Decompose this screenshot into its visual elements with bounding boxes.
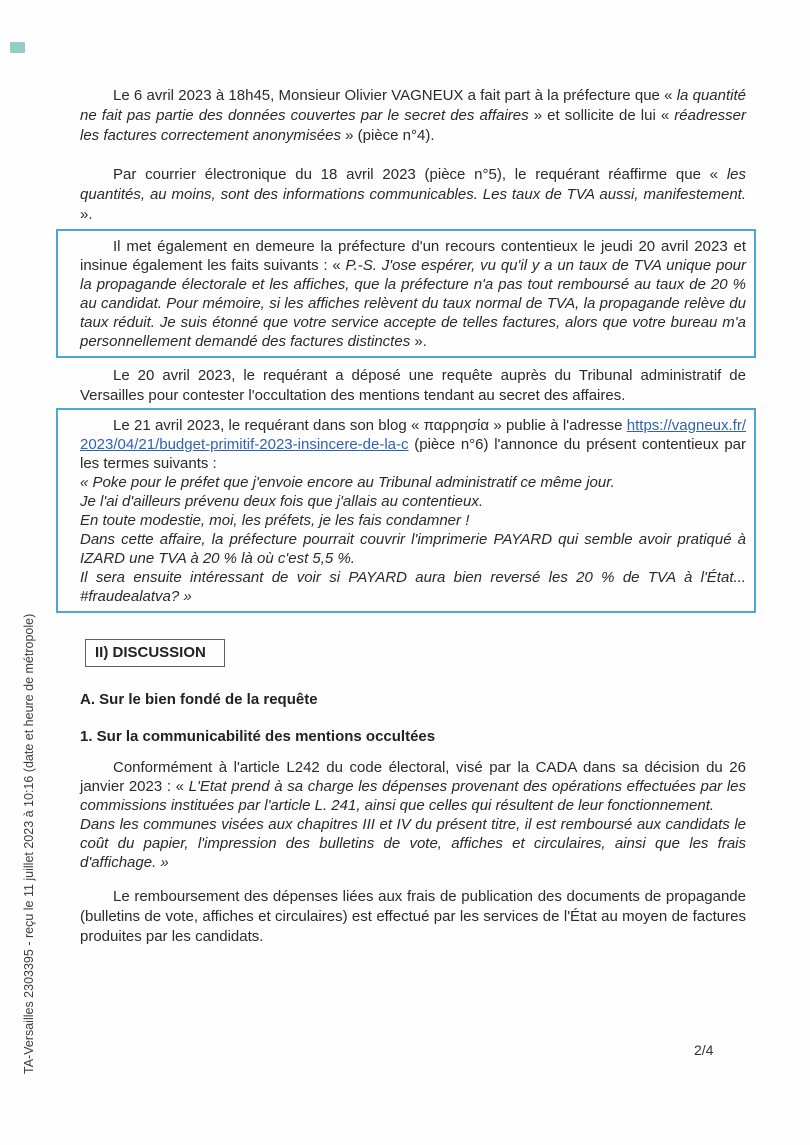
text-segment: la quantité ne fait pas partie des données couvertes par le secret des affaires bbox=[80, 87, 746, 124]
text-segment: les quantités, au moins, sont des informations communicables. Les taux de TVA aussi, manifestement. bbox=[80, 166, 746, 203]
document-body bbox=[80, 86, 746, 947]
text-segment: L'Etat prend à sa charge les dépenses provenant des opérations effectuées par les commissions instituées par l'article L. 241, ainsi que celles qui résultent de leur fonctionnement. bbox=[80, 778, 746, 814]
text-segment: réadresser les factures correctement anonymisées bbox=[80, 107, 746, 144]
quote-line: Dans les communes visées aux chapitres III et IV du présent titre, il est remboursé aux candidats le coût du papier, l'impression des bulletins de vote, affiches et circulaires, ainsi que les frais d'affichage. » bbox=[80, 816, 746, 871]
discussion-heading: II) DISCUSSION bbox=[85, 639, 225, 667]
quote-line: « Poke pour le préfet que j'envoie encore au Tribunal administratif ce même jour. bbox=[80, 474, 615, 491]
heading-communicabilite: 1. Sur la communicabilité des mentions occultées bbox=[80, 728, 436, 745]
quote-line: Dans cette affaire, la préfecture pourrait couvrir l'imprimerie PAYARD qui semble avoir pratiqué à IZARD une TVA à 20 % là où c'est 5,5 %. bbox=[80, 531, 746, 567]
discussion-heading-wrap bbox=[85, 639, 746, 667]
quote-line: Je l'ai d'ailleurs prévenu deux fois que j'allais au contentieux. bbox=[80, 493, 484, 510]
paragraph-mise-en-demeure bbox=[80, 237, 746, 351]
blog-url-link[interactable]: https://vagneux.fr/2023/04/21/budget-primitif-2023-insincere-de-la-c bbox=[80, 417, 746, 453]
paragraph-remboursement bbox=[80, 887, 746, 947]
text-segment: ». bbox=[410, 333, 427, 350]
text-segment: » et sollicite de lui « bbox=[528, 107, 675, 124]
paragraph-courrier-electronique bbox=[80, 165, 746, 225]
paragraph-6-avril bbox=[80, 86, 746, 146]
page-number: 2/4 bbox=[694, 1042, 714, 1058]
text-segment: Conformément à l'article L242 du code électoral, visé par la CADA dans sa décision du 26 janvier 2023 : « bbox=[80, 759, 746, 795]
text-segment: Le 6 avril 2023 à 18h45, Monsieur Olivier VAGNEUX a fait part à la préfecture que « bbox=[113, 87, 677, 104]
paragraph-blog-annonce bbox=[80, 416, 746, 606]
paragraph-requete-tribunal bbox=[80, 366, 746, 406]
quote-line: Il sera ensuite intéressant de voir si PAYARD aura bien reversé les 20 % de TVA à l'État... #fraudealatva? » bbox=[80, 569, 746, 605]
text-segment: Le 20 avril 2023, le requérant a déposé une requête auprès du Tribunal administratif de Versailles pour contester l'occultation des mentions tendant au secret des affaires. bbox=[80, 367, 746, 404]
heading-bien-fonde: A. Sur le bien fondé de la requête bbox=[80, 691, 318, 708]
text-segment: Par courrier électronique du 18 avril 2023 (pièce n°5), le requérant réaffirme que « bbox=[113, 166, 727, 183]
scan-corner-mark bbox=[10, 42, 25, 53]
highlight-box-blog bbox=[56, 408, 756, 613]
text-segment: ». bbox=[80, 206, 93, 223]
text-segment: Il met également en demeure la préfecture d'un recours contentieux le jeudi 20 avril 2023 et insinue également les faits suivants : « bbox=[80, 238, 746, 274]
quote-line: En toute modestie, moi, les préfets, je les fais condamner ! bbox=[80, 512, 470, 529]
text-segment: » (pièce n°4). bbox=[340, 127, 435, 144]
highlight-box-recours-contentieux bbox=[56, 229, 756, 358]
text-segment: Le 21 avril 2023, le requérant dans son blog « παρρησία » publie à l'adresse bbox=[113, 417, 627, 434]
paragraph-article-l242 bbox=[80, 758, 746, 872]
text-segment: Le remboursement des dépenses liées aux frais de publication des documents de propagande (bulletins de vote, affiches et circulaires) est effectué par les services de l'État au moyen de factures produites par les candidats. bbox=[80, 888, 746, 945]
text-segment: P.-S. J'ose espérer, vu qu'il y a un taux de TVA unique pour la propagande électorale et les affiches, que la préfecture n'a pas tout remboursé au taux de 20 % au candidat. Pour mémoire, si les affiches relèvent du taux normal de TVA, la propagande relève du taux réduit. Je suis étonné que votre service accepte de telles factures, alors que votre bureau m'a personnellement demandé des factures distinctes bbox=[80, 257, 746, 350]
text-segment: (pièce n°6) l'annonce du présent contentieux par les termes suivants : bbox=[80, 436, 746, 472]
fax-receipt-stamp: TA-Versailles 2303395 - reçu le 11 juillet 2023 à 10:16 (date et heure de métropole) bbox=[22, 613, 36, 1074]
